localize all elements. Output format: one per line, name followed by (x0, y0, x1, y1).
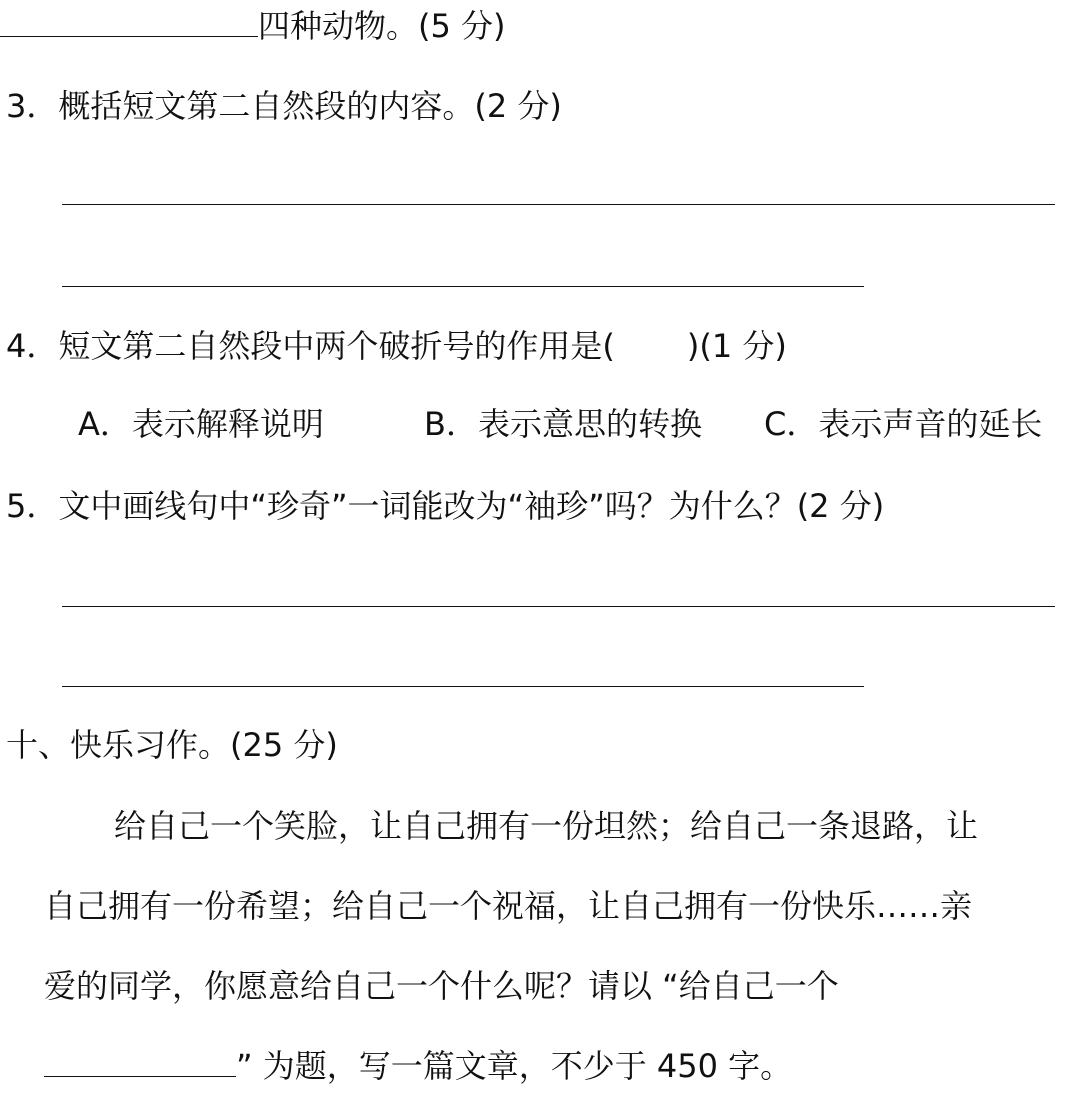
option-b[interactable]: B．表示意思的转换 (424, 405, 702, 443)
question-4-options (78, 402, 1042, 446)
question-3-number: 3． (6, 87, 59, 125)
q5-answer-line-1[interactable] (62, 606, 1055, 607)
q2-tail-line (0, 4, 506, 48)
essay-prompt-line-3: 爱的同学，你愿意给自己一个什么呢？请以 “给自己一个 (44, 967, 839, 1005)
option-a[interactable]: A．表示解释说明 (78, 405, 324, 443)
question-5-number: 5． (6, 487, 59, 525)
question-3-text: 概括短文第二自然段的内容。(2 分) (58, 87, 562, 125)
essay-prompt-line-4-text: ” 为题，写一篇文章，不少于 450 字。 (236, 1047, 793, 1085)
section-10-heading: 十、快乐习作。(25 分) (6, 726, 338, 764)
q2-tail-text: 四种动物。(5 分) (258, 7, 506, 45)
q5-answer-line-2[interactable] (62, 686, 864, 687)
essay-prompt-line-4 (44, 1044, 792, 1088)
question-5 (6, 484, 884, 528)
essay-prompt-line-1: 给自己一个笑脸，让自己拥有一份坦然；给自己一条退路，让 (114, 807, 979, 845)
q3-answer-line-1[interactable] (62, 204, 1055, 205)
essay-prompt-line-2: 自己拥有一份希望；给自己一个祝福，让自己拥有一份快乐……亲 (44, 887, 973, 925)
question-5-text: 文中画线句中“珍奇”一词能改为“袖珍”吗？为什么？(2 分) (58, 487, 885, 525)
question-4-text-before: 短文第二自然段中两个破折号的作用是( (58, 327, 615, 365)
q2-answer-blank[interactable] (0, 6, 258, 37)
q3-answer-line-2[interactable] (62, 286, 864, 287)
essay-title-blank[interactable] (44, 1046, 236, 1077)
question-4-text-after: )(1 分) (686, 327, 787, 365)
question-4-number: 4． (6, 327, 59, 365)
question-3 (6, 84, 562, 128)
question-4 (6, 324, 787, 368)
option-c[interactable]: C．表示声音的延长 (764, 405, 1043, 443)
